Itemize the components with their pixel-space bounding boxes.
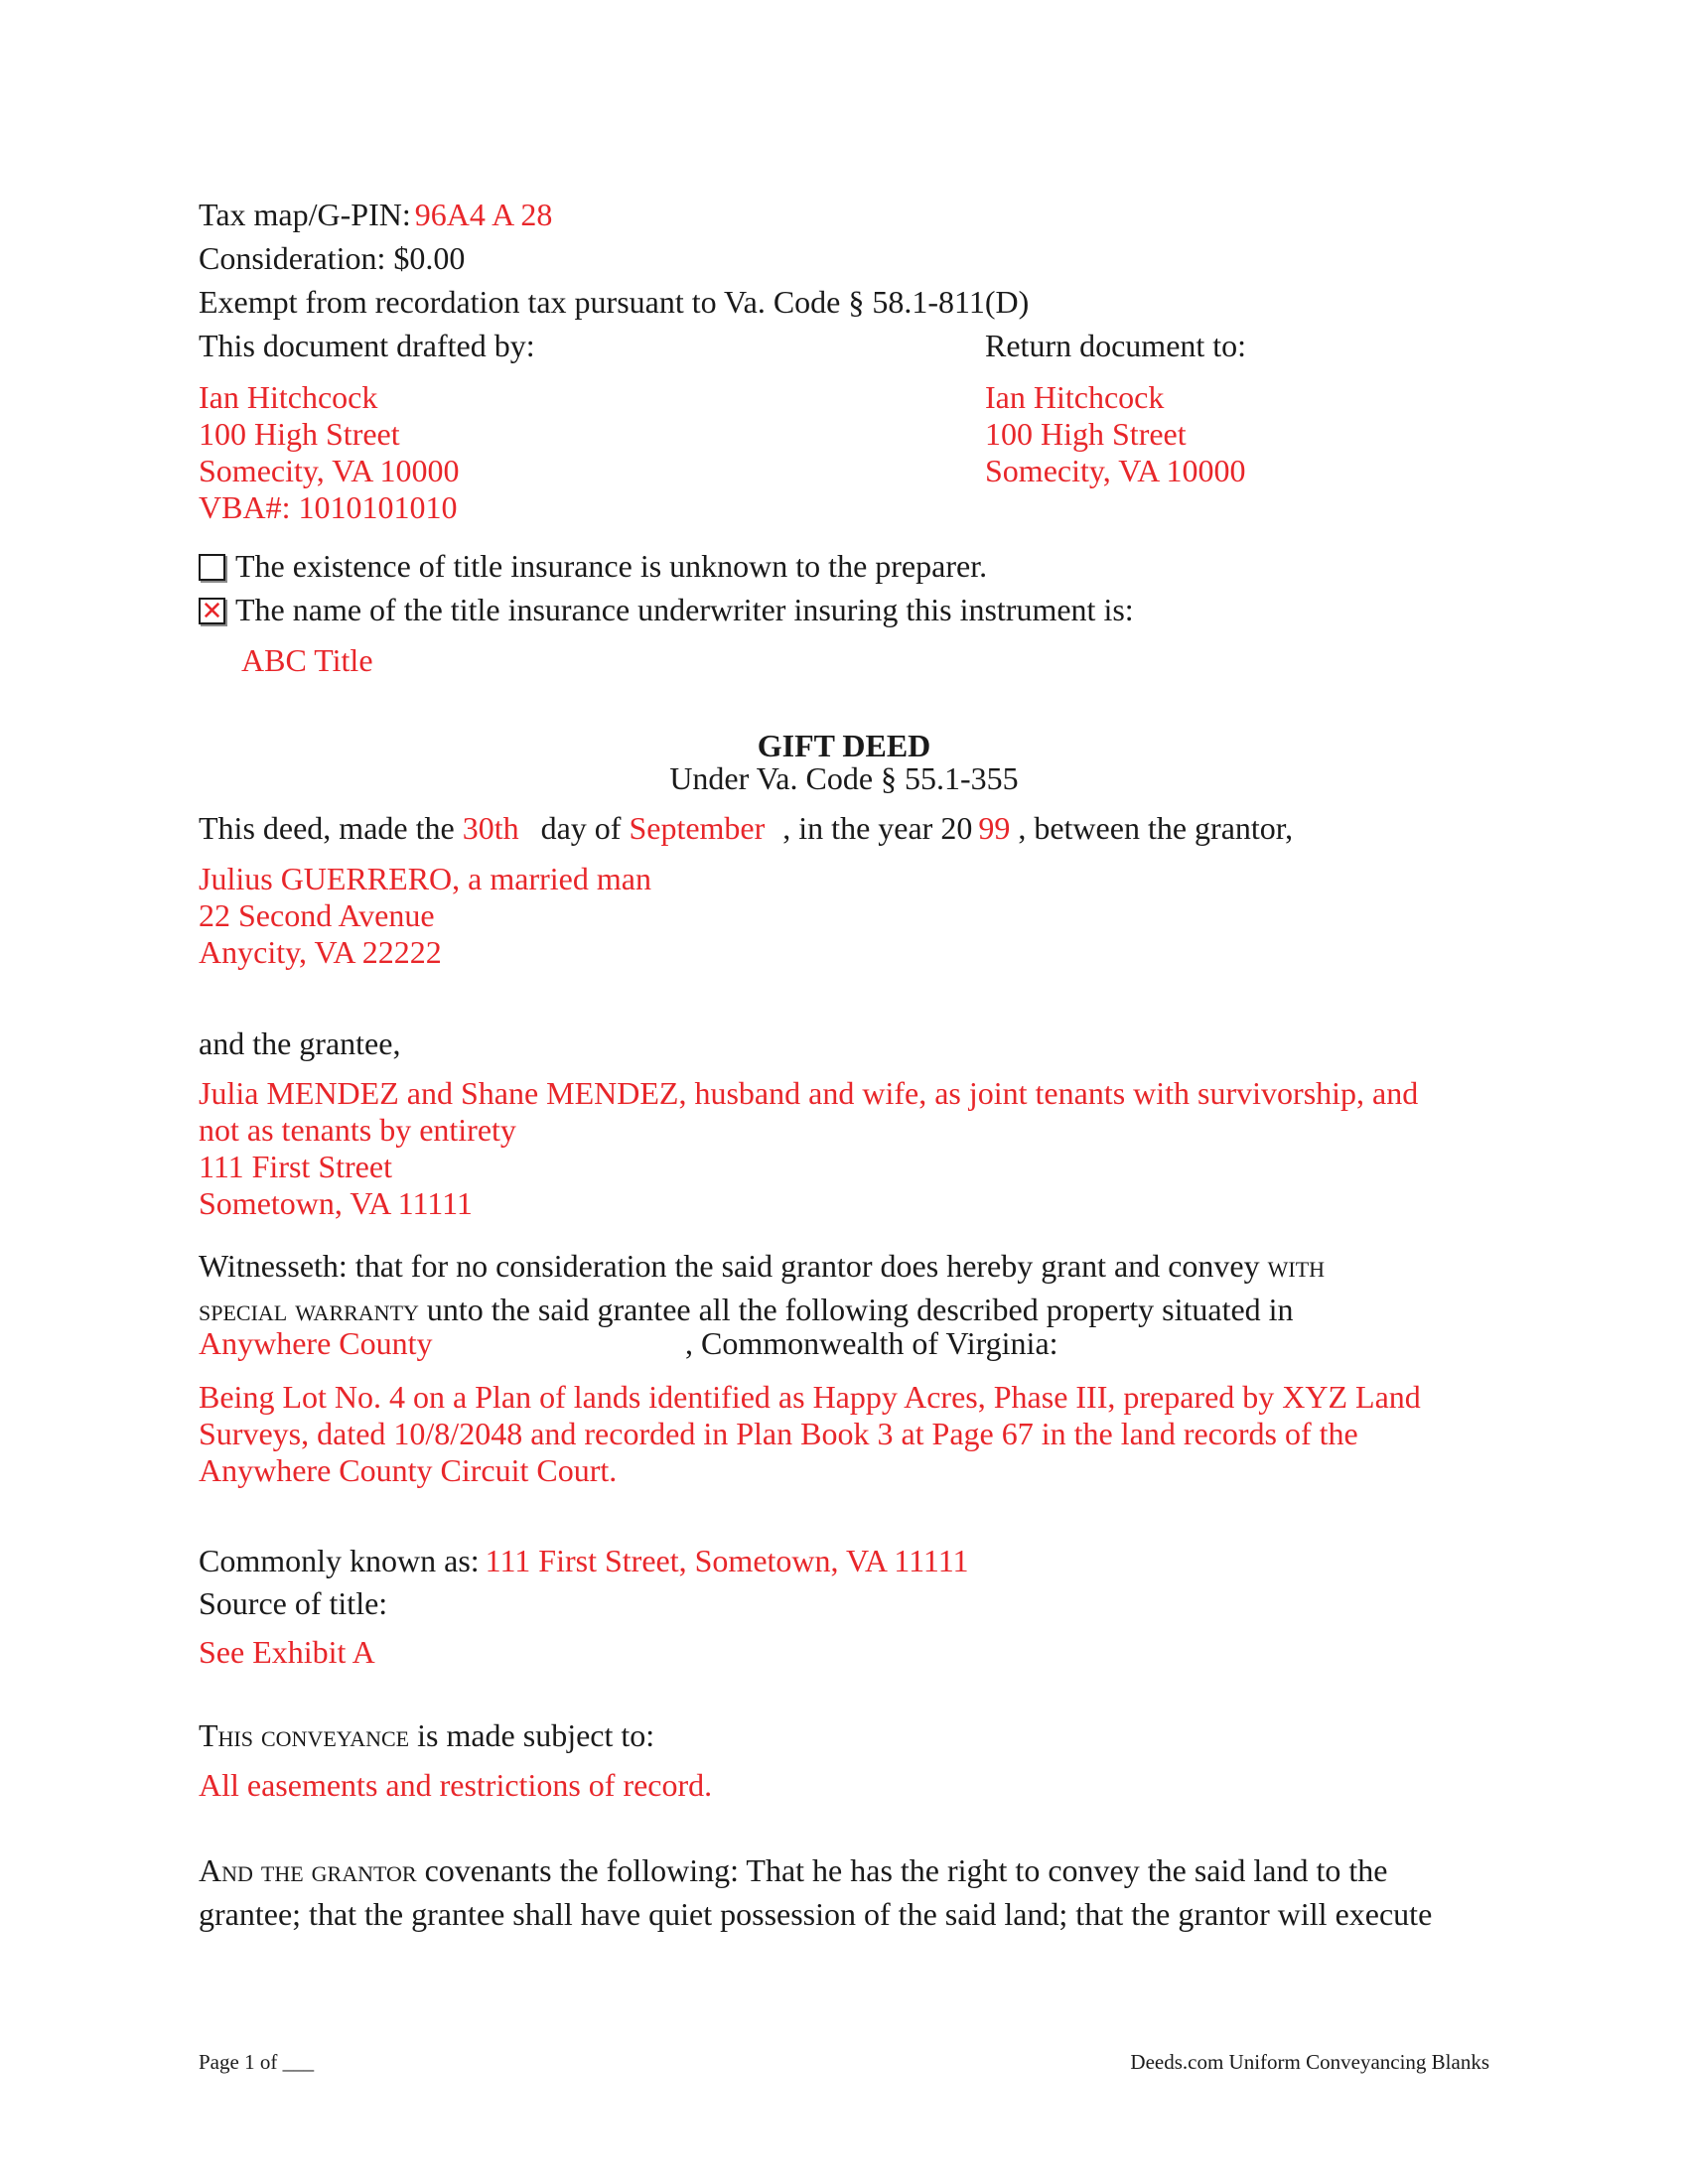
deed-year[interactable]: 99 — [978, 810, 1011, 846]
witnesseth-line-1 — [199, 1244, 1489, 1288]
legal-line-3: Anywhere County Circuit Court. — [199, 1452, 618, 1488]
covenants-text-1: covenants the following: That he has the right to convey the said land to the — [424, 1852, 1388, 1888]
grantor-name: Julius GUERRERO, a married man — [199, 861, 651, 896]
header-block — [199, 197, 1489, 321]
legal-line-1: Being Lot No. 4 on a Plan of lands identified as Happy Acres, Phase III, prepared by XYZ Land — [199, 1379, 1421, 1415]
grantee-street: 111 First Street — [199, 1149, 392, 1184]
conveyance-text: is made subject to: — [417, 1717, 655, 1753]
covenants-line-2: grantee; that the grantee shall have quiet possession of the said land; that the grantor will execute — [199, 1896, 1433, 1932]
grantee-line-2: not as tenants by entirety — [199, 1112, 516, 1148]
commonly-known-line — [199, 1543, 1489, 1579]
return-street: 100 High Street — [985, 416, 1187, 452]
witnesseth-text-2: unto the said grantee all the following described property situated in — [426, 1292, 1294, 1327]
legal-line-2: Surveys, dated 10/8/2048 and recorded in Plan Book 3 at Page 67 in the land records of the — [199, 1416, 1358, 1451]
drafted-by-label: This document drafted by: — [199, 328, 535, 363]
footer-brand: Deeds.com Uniform Conveyancing Blanks — [1130, 2050, 1489, 2074]
covenants-paragraph — [199, 1848, 1489, 1936]
commonly-known-value[interactable]: 111 First Street, Sometown, VA 11111 — [485, 1543, 969, 1578]
witnesseth-paragraph — [199, 1244, 1489, 1331]
deed-line-text-4: , between the grantor, — [1018, 810, 1294, 846]
drafter-vba: VBA#: 1010101010 — [199, 489, 458, 525]
exempt-statement: Exempt from recordation tax pursuant to Va. Code § 58.1-811(D) — [199, 284, 1030, 320]
grantor-city: Anycity, VA 22222 — [199, 934, 442, 970]
title-unknown-checkbox[interactable] — [199, 554, 225, 581]
drafter-name: Ian Hitchcock — [199, 379, 378, 415]
return-city: Somecity, VA 10000 — [985, 453, 1246, 488]
grantee-block[interactable] — [199, 1075, 1489, 1222]
deed-subtitle: Under Va. Code § 55.1-355 — [669, 760, 1019, 796]
consideration: Consideration: $0.00 — [199, 240, 466, 276]
grantee-line-1: Julia MENDEZ and Shane MENDEZ, husband and wife, as joint tenants with survivorship, and — [199, 1075, 1419, 1111]
tax-map-value[interactable]: 96A4 A 28 — [414, 197, 553, 232]
with-keyword: with — [1267, 1248, 1326, 1284]
title-insurance-named-row — [199, 592, 1489, 628]
source-of-title-value[interactable]: See Exhibit A — [199, 1634, 375, 1670]
drafter-block[interactable] — [199, 379, 794, 526]
special-warranty-keyword: special warranty — [199, 1292, 419, 1327]
drafter-street: 100 High Street — [199, 416, 400, 452]
conveyance-line — [199, 1717, 1489, 1754]
grantee-label: and the grantee, — [199, 1025, 401, 1061]
this-conveyance-keyword: This conveyance — [199, 1717, 410, 1753]
deed-title: GIFT DEED — [757, 728, 931, 763]
grantor-block[interactable] — [199, 861, 1489, 971]
drafter-city: Somecity, VA 10000 — [199, 453, 460, 488]
title-insurance-unknown-row — [199, 548, 1489, 585]
covenants-line-1 — [199, 1848, 1489, 1892]
grantee-city: Sometown, VA 11111 — [199, 1185, 473, 1221]
checked-x-icon: ✕ — [201, 597, 223, 626]
return-to-block[interactable] — [985, 379, 1481, 489]
grantor-street: 22 Second Avenue — [199, 897, 435, 933]
title-named-checkbox[interactable] — [199, 598, 225, 624]
deed-date-line — [199, 810, 1489, 847]
conveyance-value[interactable]: All easements and restrictions of record. — [199, 1767, 713, 1803]
deed-day[interactable]: 30th — [462, 810, 519, 846]
return-name: Ian Hitchcock — [985, 379, 1165, 415]
deed-line-text-3: , in the year 20 — [782, 810, 973, 846]
tax-map-line — [199, 197, 1489, 233]
source-of-title-label: Source of title: — [199, 1585, 388, 1621]
commonly-known-label: Commonly known as: — [199, 1543, 480, 1578]
deed-line-text-2: day of — [540, 810, 622, 846]
underwriter-name[interactable]: ABC Title — [241, 642, 373, 678]
deed-month[interactable]: September — [629, 810, 766, 846]
county-line — [199, 1325, 1489, 1362]
commonwealth-text: , Commonwealth of Virginia: — [685, 1325, 1058, 1361]
witnesseth-text-1: Witnesseth: that for no consideration the said grantor does hereby grant and convey — [199, 1248, 1260, 1284]
return-to-label: Return document to: — [985, 328, 1247, 363]
county-value[interactable]: Anywhere County — [199, 1325, 433, 1361]
and-the-grantor-keyword: And the grantor — [199, 1852, 417, 1888]
title-named-label: The name of the title insurance underwriter insuring this instrument is: — [235, 592, 1134, 627]
page-number: Page 1 of ___ — [199, 2050, 315, 2074]
legal-description[interactable] — [199, 1379, 1489, 1489]
tax-map-label: Tax map/G-PIN: — [199, 197, 411, 232]
deed-line-text-1: This deed, made the — [199, 810, 455, 846]
title-unknown-label: The existence of title insurance is unknown to the preparer. — [235, 548, 988, 584]
